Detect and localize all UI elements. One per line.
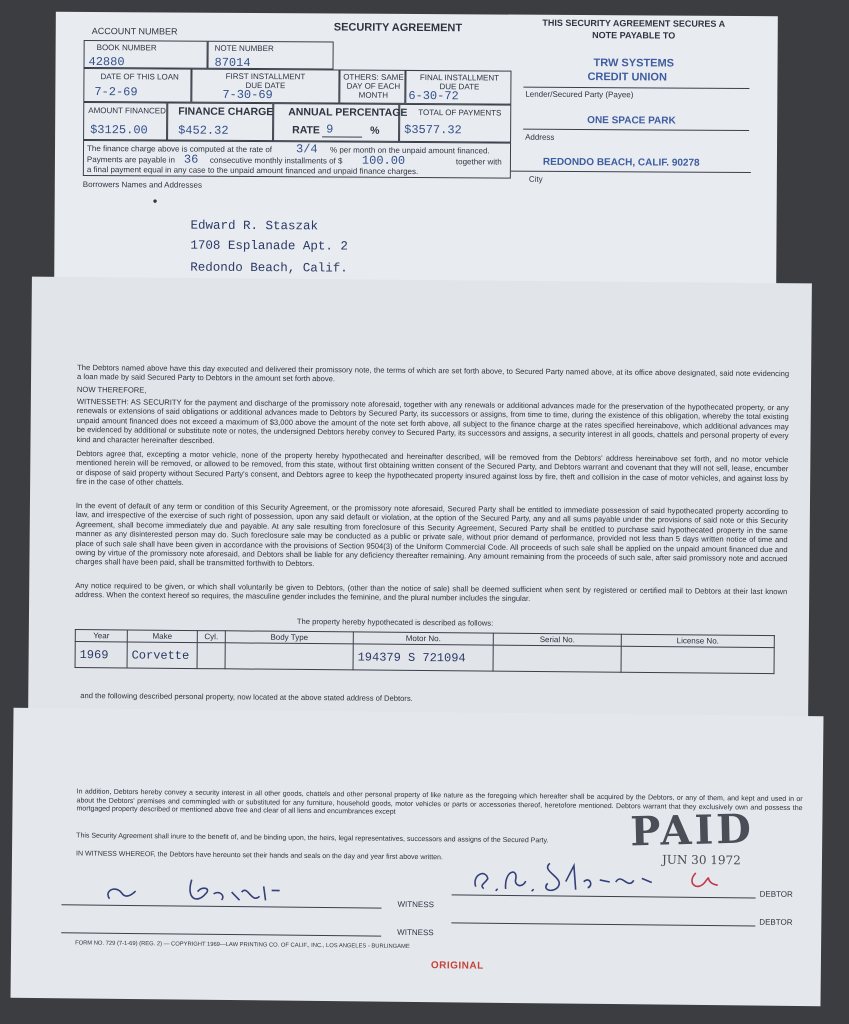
rate-underline <box>322 136 362 137</box>
col-cyl: Cyl. <box>197 631 225 643</box>
note-number-value: 87014 <box>214 55 251 70</box>
terms-line2-a: Payments are payable in <box>86 154 176 165</box>
vehicle-make: Corvette <box>127 642 197 669</box>
witness-label-1: WITNESS <box>397 899 435 910</box>
rate-value: 9 <box>326 122 334 137</box>
paid-stamp: PAID <box>629 805 755 856</box>
note-number-box <box>208 41 334 70</box>
payee-city-line <box>511 171 751 173</box>
col-body-type: Body Type <box>225 631 353 644</box>
terms-line2-c: together with <box>455 157 502 167</box>
payee-name-line1: TRW SYSTEMS <box>593 57 675 70</box>
final-installment-label: FINAL INSTALLMENT DUE DATE <box>419 73 500 92</box>
first-installment-box <box>191 69 339 104</box>
hypothecated-label: The property hereby hypothecated is described as follows: <box>296 616 494 628</box>
finance-charge-label: FINANCE CHARGE <box>178 105 274 119</box>
vehicle-serial-no <box>493 645 621 672</box>
borrowers-label: Borrowers Names and Addresses <box>82 179 202 190</box>
final-installment-box <box>405 70 511 105</box>
col-license-no: License No. <box>621 634 774 647</box>
notice-paragraph: Any notice required to be given, or which shall voluntarily be given to Debtors, (other than the notice of sale) shall be deemed sufficient when sent by registered or certified mail to Debtors at their last known address. When the context hereof so requires, the masculine gender includes the feminine, and the plural number includes the singular. <box>75 580 788 604</box>
default-paragraph: In the event of default of any term or condition of this Security Agreement, or the promissory note aforesaid, Secured Party shall be entitled to immediate possession of said hypothecated property according to law, and irrespective of the exercise of such right of possession, upon any said default or violation, at the option of the Secured Party, any and all sums payable under the provisions of said note or this Security Agreement, shall become immediately due and payable. At any sale resulting from foreclosure of this Security Agreement, Secured Party shall be entitled to purchase said hypothecated property in the same manner as any disinterested person may do. Such foreclosure sale may be conducted as a public or private sale, without prior demand of performance, provided not less than 5 days written notice of time and place of such sale shall have been given in accordance with the provisions of Section 9504(3) of the Uniform Commercial Code. All proceeds of such sale shall be applied on the unpaid amount financed due and owing by virtue of the promissory note aforesaid, and Debtors shall be liable for any deficiency thereafter remaining. Any amount remaining from the proceeds of such sale, after said promissory note and accrued charges shall have been paid, shall be transmitted forthwith to Debtors. <box>75 500 788 569</box>
first-installment-value: 7-30-69 <box>222 87 273 103</box>
terms-line1-a: The finance charge above is computed at the rate of <box>86 143 273 155</box>
inure-paragraph: This Security Agreement shall inure to the benefit of, and be binding upon, the heirs, legal representatives, successors and assigns of the Secured Party. <box>76 832 549 845</box>
terms-line2-b: consecutive monthly installments of $ <box>209 155 343 166</box>
borrower-street: 1708 Esplanade Apt. 2 <box>190 238 348 254</box>
payee-city: REDONDO BEACH, CALIF. 90278 <box>542 156 700 169</box>
installments-value: 36 <box>183 152 199 167</box>
terms-line1-b: % per month on the unpaid amount financed. <box>329 145 490 156</box>
payee-address-label: Address <box>525 132 555 142</box>
borrower-city: Redondo Beach, Calif. <box>190 260 348 276</box>
col-make: Make <box>127 630 197 643</box>
intro-paragraph: The Debtors named above have this day executed and delivered their promissory note, the terms of which are set forth above, to Secured Party named above, at its office above designated, said note evidencing a loan made by said Secured Party to Debtors in the amount set forth above. <box>77 363 790 384</box>
amount-financed-value: $3125.00 <box>90 123 148 138</box>
rate-label: RATE <box>292 124 320 137</box>
form-footer: FORM NO. 729 (7-1-69) (REG. 2) — COPYRIGHT 1969—LAW PRINTING CO. OF CALIF., INC., LOS ANGELES - BURLINGAME <box>75 940 410 950</box>
debtor-line-2 <box>451 922 755 926</box>
total-payments-label: TOTAL OF PAYMENTS <box>418 108 502 118</box>
loan-date-box <box>83 68 191 103</box>
following-property-label: and the following described personal property, now located at the above stated address of Debtors. <box>80 691 413 703</box>
form-header-panel <box>54 12 778 292</box>
payee-city-label: City <box>528 174 543 184</box>
finance-charge-box <box>167 102 273 141</box>
others-box <box>339 70 405 104</box>
witness-whereof: IN WITNESS WHEREOF, the Debtors have hereunto set their hands and seals on the day and year first above written. <box>75 850 443 862</box>
paid-stamp-date: JUN 30 1972 <box>661 852 741 868</box>
removal-agreement-paragraph: Debtors agree that, excepting a motor vehicle, none of the property hereby hypothecated and hereinafter described, will be removed from the Debtors' address hereinabove set forth, and no motor vehicle mentioned herein will be removed, or allowed to be removed, from this state, without first obtaining written consent of the Secured Party, and Debtors warrant and covenant that they will not sell, lease, encumber or dispose of said property without Secured Party's consent, and Debtors agree to keep the hypothecated property insured against loss by fire, theft and collision in the case of motor vehicles, and against loss by fire in the case of other chattels. <box>76 448 789 488</box>
loan-date-value: 7-2-69 <box>94 85 138 100</box>
secures-note-label: THIS SECURITY AGREEMENT SECURES A NOTE PAYABLE TO <box>542 17 726 41</box>
borrower-name: Edward R. Staszak <box>190 218 319 234</box>
signature-panel <box>11 708 824 1006</box>
loan-date-label: DATE OF THIS LOAN <box>100 72 179 82</box>
percent-sign: % <box>370 124 380 137</box>
total-payments-box <box>399 104 511 143</box>
account-number-label: ACCOUNT NUMBER <box>91 26 178 37</box>
witness-label-2: WITNESS <box>397 927 434 938</box>
installment-amount-value: 100.00 <box>361 153 406 168</box>
apr-box <box>273 103 408 142</box>
witnesseth-paragraph: WITNESSETH: AS SECURITY for the payment and discharge of the promissory note aforesaid, together with any renewals or additional advances made for the preservation of the hypothecated property, or any renewals or extensions of said obligations or additional advances made to Debtors by Secured Party, its successors or assigns, from time to time, during the existence of this obligation, whereby the total existing unpaid amount financed does not exceed a maximum of $3,000 above the amount of the note set forth above, all subject to the finance charge at the rates specified hereinabove, which additional advances may be evidenced by additional or substitute note or notes, the undersigned Debtors hereby convey to Secured Party, its successors and assigns, a security interest in all goods, chattels and personal property of every kind and character hereinafter described. <box>76 397 789 445</box>
payee-address-line <box>523 129 749 131</box>
debtor-label-2: DEBTOR <box>759 917 793 927</box>
col-year: Year <box>75 629 127 641</box>
col-serial-no: Serial No. <box>493 633 621 646</box>
vehicle-year: 1969 <box>75 641 127 667</box>
vehicle-table <box>75 629 775 674</box>
vehicle-cyl <box>197 643 225 669</box>
witness-line-2 <box>61 932 381 936</box>
amount-financed-label: AMOUNT FINANCED <box>88 105 166 116</box>
original-label: ORIGINAL <box>430 960 484 972</box>
vehicle-license-no <box>621 646 774 673</box>
agreement-body-panel <box>28 277 812 724</box>
document-title: SECURITY AGREEMENT <box>333 21 463 35</box>
monthly-rate-value: 3/4 <box>295 142 318 157</box>
payee-address: ONE SPACE PARK <box>587 115 676 127</box>
terms-line3: a final payment equal in any case to the unpaid amount financed and unpaid finance charges. <box>86 164 419 177</box>
payee-name-label: Lender/Secured Party (Payee) <box>525 89 634 100</box>
apr-label: ANNUAL PERCENTAGE <box>288 106 408 119</box>
now-therefore: NOW THEREFORE, <box>76 385 147 395</box>
final-installment-value: 6-30-72 <box>408 88 459 104</box>
payee-name-line <box>523 87 749 89</box>
total-payments-value: $3577.32 <box>404 122 462 138</box>
hole-punch-dot: ● <box>152 196 158 206</box>
debtor-label-1: DEBTOR <box>759 889 793 899</box>
col-motor-no: Motor No. <box>353 632 493 645</box>
others-label: OTHERS: SAME DAY OF EACH MONTH <box>343 72 404 100</box>
amount-financed-box <box>83 102 167 141</box>
vehicle-row <box>75 641 774 673</box>
first-installment-label: FIRST INSTALLMENT DUE DATE <box>225 71 306 91</box>
book-number-value: 42880 <box>88 54 125 70</box>
book-number-label: BOOK NUMBER <box>96 43 157 53</box>
book-number-box <box>84 40 208 69</box>
vehicle-body-type <box>225 643 353 670</box>
vehicle-motor-no: 194379 S 721094 <box>353 644 493 671</box>
finance-charge-value: $452.32 <box>178 123 229 138</box>
note-number-label: NOTE NUMBER <box>214 43 274 54</box>
payee-name-line2: CREDIT UNION <box>587 71 667 84</box>
additional-security-paragraph: In addition, Debtors hereby convey a security interest in all other goods, chattels and other personal property of like nature as the foregoing which hereafter shall be acquired by the Debtors, or any of them, and kept and used in or about the Debtors' premises and commingled with or substituted for any furniture, household goods, motor vehicles or parts or accessories thereof, heretofore mentioned. Debtors warrant that they exclusively own and possess the mortgaged property described or mentioned above free and clear of all liens and encumbrances except <box>76 788 803 816</box>
finance-terms-box <box>83 140 511 179</box>
